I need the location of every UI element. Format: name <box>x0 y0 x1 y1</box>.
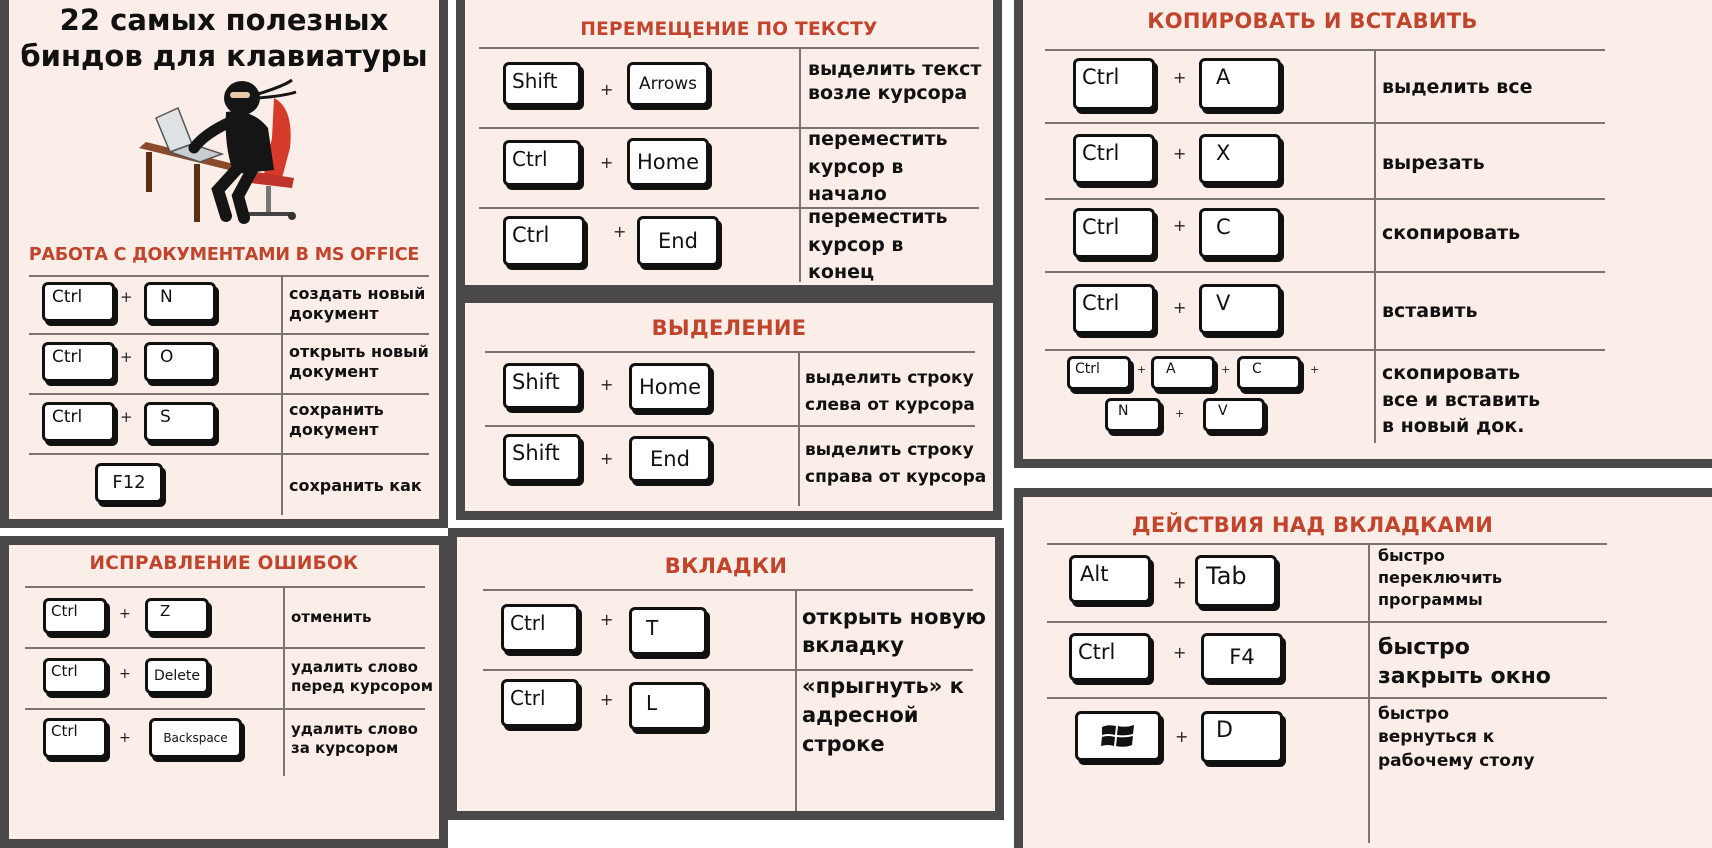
key-c: C <box>1237 356 1301 390</box>
plus-sign: + <box>1175 727 1189 746</box>
key-v: V <box>1203 398 1265 432</box>
key-ctrl: Ctrl <box>1073 284 1155 334</box>
panel-tabs <box>448 528 1004 820</box>
key-arrows: Arrows <box>627 62 709 106</box>
key-a: A <box>1199 58 1281 110</box>
desc-cursor-to-start: переместить курсор в начало <box>808 128 948 206</box>
plus-sign: + <box>613 222 627 241</box>
key-ctrl: Ctrl <box>501 679 579 727</box>
key-ctrl: Ctrl <box>1069 633 1151 681</box>
divider <box>483 589 973 591</box>
key-ctrl: Ctrl <box>501 604 579 652</box>
divider <box>1045 271 1605 273</box>
column-divider <box>798 351 800 506</box>
plus-sign: + <box>120 348 133 366</box>
plus-sign: + <box>120 408 133 426</box>
key-n: N <box>144 282 216 322</box>
column-divider <box>799 47 801 282</box>
windows-logo-icon <box>1100 721 1136 751</box>
plus-sign: + <box>600 153 614 172</box>
section-title-actions: ДЕЙСТВИЯ НАД ВКЛАДКАМИ <box>1131 513 1494 537</box>
divider <box>25 708 425 710</box>
divider <box>485 351 975 353</box>
plus-sign: + <box>600 375 614 394</box>
plus-sign: + <box>119 606 131 622</box>
divider <box>29 333 429 335</box>
ninja-computer-illustration <box>134 78 324 228</box>
desc-select-line-left: выделить строку слева от курсора <box>805 368 975 416</box>
divider <box>25 647 425 649</box>
section-title-copy: КОПИРОВАТЬ И ВСТАВИТЬ <box>1147 9 1478 33</box>
divider <box>29 453 429 455</box>
key-ctrl: Ctrl <box>43 718 107 758</box>
column-divider <box>1368 543 1370 843</box>
column-divider <box>795 589 797 811</box>
key-home: Home <box>629 363 711 411</box>
key-shift: Shift <box>503 363 581 409</box>
plus-sign: + <box>1173 573 1187 592</box>
key-n: N <box>1105 398 1161 432</box>
key-ctrl: Ctrl <box>1073 58 1155 110</box>
key-x: X <box>1199 134 1281 184</box>
plus-sign: + <box>119 666 131 682</box>
plus-sign: + <box>1173 216 1187 235</box>
key-o: O <box>144 342 216 382</box>
key-a: A <box>1151 356 1215 390</box>
panel-errors <box>0 536 448 848</box>
key-shift: Shift <box>503 434 581 482</box>
key-windows <box>1075 711 1161 761</box>
key-f4: F4 <box>1201 633 1283 681</box>
section-title-select: ВЫДЕЛЕНИЕ <box>651 316 807 340</box>
panel-move <box>456 0 1002 294</box>
divider <box>1047 543 1607 545</box>
desc-save-document: сохранить документ <box>289 400 384 439</box>
desc-copy-all-paste-new: скопировать все и вставить в новый док. <box>1382 362 1541 438</box>
key-tab: Tab <box>1195 555 1277 607</box>
key-z: Z <box>145 598 209 634</box>
key-ctrl: Ctrl <box>43 598 107 634</box>
divider <box>1045 349 1605 351</box>
column-divider <box>283 586 285 776</box>
key-end: End <box>629 436 711 482</box>
column-divider <box>281 275 283 515</box>
key-end: End <box>637 216 719 266</box>
desc-copy: скопировать <box>1382 222 1521 244</box>
section-title-docs: РАБОТА С ДОКУМЕНТАМИ В MS OFFICE <box>28 245 420 265</box>
section-title-move: ПЕРЕМЕЩЕНИЕ ПО ТЕКСТУ <box>580 19 878 40</box>
key-delete: Delete <box>145 658 209 694</box>
divider <box>29 393 429 395</box>
desc-new-document: создать новый документ <box>289 284 426 323</box>
desc-select-line-right: выделить строку справа от курсора <box>805 440 987 488</box>
key-home: Home <box>627 138 709 186</box>
plus-sign: + <box>600 449 614 468</box>
plus-sign: + <box>119 730 131 746</box>
key-ctrl: Ctrl <box>43 658 107 694</box>
desc-cursor-to-end: переместить курсор в конец <box>808 206 948 284</box>
key-l: L <box>629 682 707 730</box>
divider <box>1045 122 1605 124</box>
divider <box>485 425 975 427</box>
plus-sign: + <box>1137 363 1147 376</box>
key-s: S <box>144 402 216 442</box>
desc-select-all: выделить все <box>1382 76 1533 98</box>
desc-new-tab: открыть новую вкладку <box>802 605 986 657</box>
plus-sign: + <box>1175 407 1185 420</box>
divider <box>25 586 425 588</box>
desc-open-document: открыть новый документ <box>289 342 429 381</box>
key-t: T <box>629 607 707 655</box>
desc-paste: вставить <box>1382 300 1478 322</box>
column-divider <box>1374 49 1376 443</box>
key-ctrl: Ctrl <box>1073 134 1155 184</box>
plus-sign: + <box>120 288 133 306</box>
plus-sign: + <box>600 80 614 99</box>
plus-sign: + <box>1173 643 1187 662</box>
divider <box>1045 198 1605 200</box>
main-title: 22 самых полезных биндов для клавиатуры <box>20 3 428 74</box>
key-ctrl: Ctrl <box>1067 356 1131 390</box>
section-title-tabs: ВКЛАДКИ <box>664 554 788 578</box>
plus-sign: + <box>1173 298 1187 317</box>
desc-cut: вырезать <box>1382 152 1485 174</box>
plus-sign: + <box>1173 68 1187 87</box>
panel-copy <box>1014 0 1712 468</box>
desc-save-as: сохранить как <box>289 476 422 495</box>
key-ctrl: Ctrl <box>1073 208 1155 258</box>
desc-close-window: быстро закрыть окно <box>1378 635 1551 690</box>
plus-sign: + <box>1173 144 1187 163</box>
divider <box>483 669 973 671</box>
desc-delete-word-before: удалить слово перед курсором <box>291 658 433 695</box>
panel-select <box>456 294 1002 520</box>
desc-select-near-cursor: выделить текст возле курсора <box>808 58 982 104</box>
key-ctrl: Ctrl <box>503 216 585 266</box>
section-title-errors: ИСПРАВЛЕНИЕ ОШИБОК <box>89 553 359 574</box>
key-d: D <box>1201 711 1283 763</box>
desc-switch-programs: быстро переключить программы <box>1378 546 1502 610</box>
plus-sign: + <box>1310 363 1320 376</box>
key-c: C <box>1199 208 1281 258</box>
desc-delete-word-after: удалить слово за курсором <box>291 720 418 757</box>
key-alt: Alt <box>1069 555 1151 603</box>
divider <box>1045 49 1605 51</box>
plus-sign: + <box>600 690 614 709</box>
key-ctrl: Ctrl <box>42 282 115 322</box>
panel-documents <box>0 0 448 528</box>
divider <box>1047 621 1607 623</box>
key-v: V <box>1199 284 1281 334</box>
key-ctrl: Ctrl <box>503 140 581 186</box>
divider <box>479 47 979 49</box>
divider <box>1047 697 1607 699</box>
key-ctrl: Ctrl <box>42 402 115 442</box>
plus-sign: + <box>1221 363 1231 376</box>
desc-show-desktop: быстро вернуться к рабочему столу <box>1378 704 1535 771</box>
divider <box>29 275 429 277</box>
plus-sign: + <box>600 610 614 629</box>
key-backspace: Backspace <box>149 718 242 758</box>
key-ctrl: Ctrl <box>42 342 115 382</box>
desc-jump-address-bar: «прыгнуть» к адресной строке <box>802 674 964 756</box>
desc-undo: отменить <box>291 608 372 626</box>
key-f12: F12 <box>95 463 163 503</box>
key-shift: Shift <box>503 62 581 106</box>
panel-actions <box>1014 488 1712 848</box>
